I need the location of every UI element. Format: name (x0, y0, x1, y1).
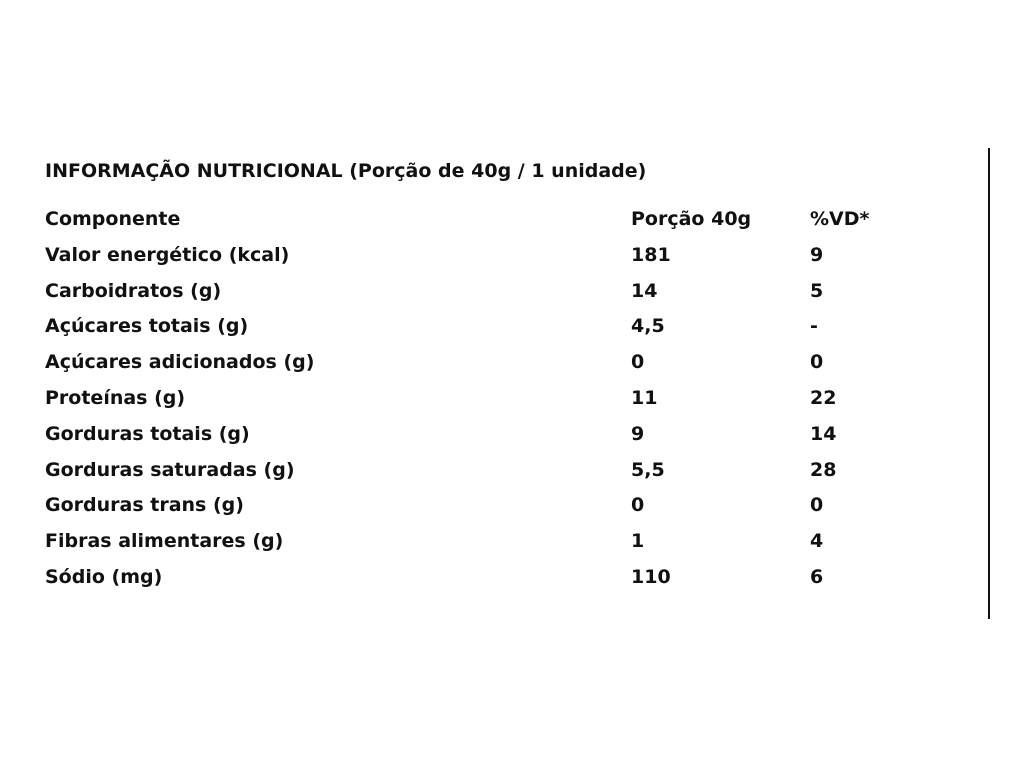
row-name: Sódio (mg) (45, 565, 163, 588)
row-name: Fibras alimentares (g) (45, 530, 284, 553)
header-vd: %VD* (810, 208, 870, 230)
table-row (45, 491, 945, 527)
vertical-rule (988, 148, 990, 619)
table-row (45, 241, 945, 277)
row-vd: 5 (810, 279, 824, 302)
row-portion: 1 (631, 530, 645, 553)
header-portion: Porção 40g (631, 208, 752, 230)
table-row (45, 312, 945, 348)
row-vd: 0 (810, 351, 824, 374)
table-row (45, 277, 945, 313)
row-name: Proteínas (g) (45, 386, 186, 409)
table-row (45, 563, 945, 599)
table-row (45, 420, 945, 456)
row-portion: 181 (631, 243, 671, 266)
table-row (45, 384, 945, 420)
nutrition-title: INFORMAÇÃO NUTRICIONAL (Porção de 40g / 1 unidade) (45, 160, 647, 182)
row-vd: 9 (810, 243, 824, 266)
row-portion: 14 (631, 279, 658, 302)
row-name: Valor energético (kcal) (45, 243, 290, 266)
row-vd: - (810, 315, 818, 338)
row-name: Gorduras saturadas (g) (45, 458, 295, 481)
row-vd: 14 (810, 422, 837, 445)
row-vd: 4 (810, 530, 824, 553)
row-name: Açúcares totais (g) (45, 315, 249, 338)
header-component: Componente (45, 208, 181, 230)
row-vd: 22 (810, 386, 837, 409)
table-row (45, 456, 945, 492)
row-name: Gorduras totais (g) (45, 422, 250, 445)
row-vd: 6 (810, 565, 824, 588)
row-portion: 11 (631, 386, 658, 409)
row-portion: 4,5 (631, 315, 665, 338)
nutrition-table (45, 205, 945, 599)
row-portion: 9 (631, 422, 645, 445)
table-row (45, 527, 945, 563)
row-name: Açúcares adicionados (g) (45, 351, 315, 374)
row-vd: 28 (810, 458, 837, 481)
row-portion: 0 (631, 494, 645, 517)
row-portion: 110 (631, 565, 671, 588)
row-name: Carboidratos (g) (45, 279, 222, 302)
table-row (45, 348, 945, 384)
table-header-row (45, 205, 945, 241)
row-vd: 0 (810, 494, 824, 517)
row-portion: 5,5 (631, 458, 665, 481)
row-portion: 0 (631, 351, 645, 374)
row-name: Gorduras trans (g) (45, 494, 244, 517)
